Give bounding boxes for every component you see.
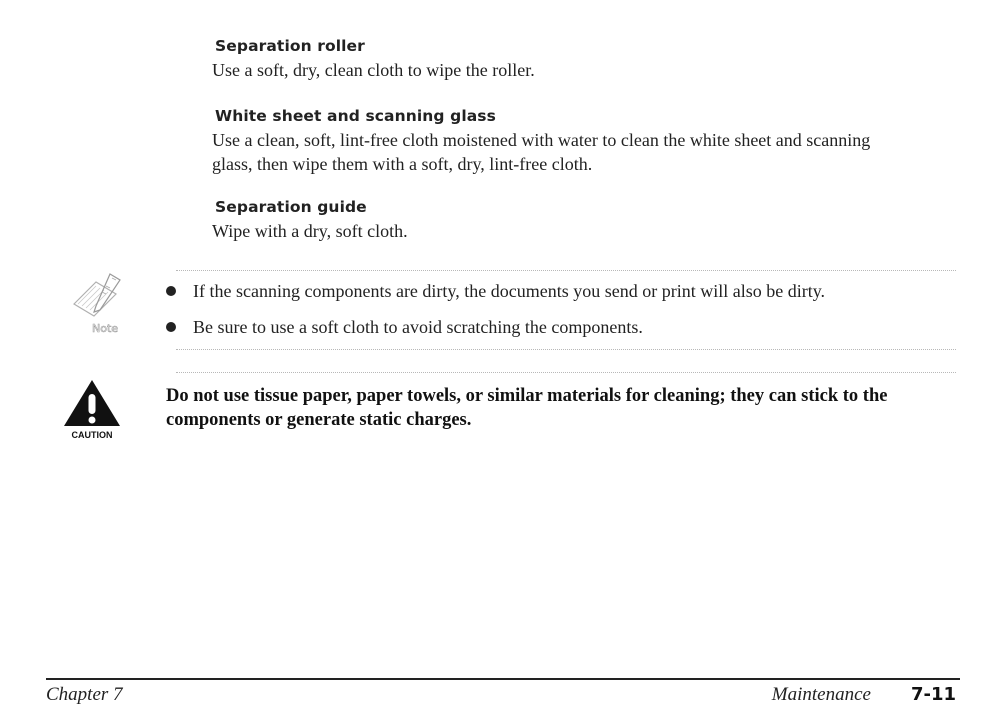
footer-chapter-name: Maintenance: [771, 684, 871, 705]
footer-divider: [46, 678, 960, 680]
section-text: Use a soft, dry, clean cloth to wipe the roller.: [212, 60, 535, 80]
caution-icon-label: CAUTION: [71, 430, 113, 440]
caution-text: Do not use tissue paper, paper towels, or similar materials for cleaning; they can stick to the components or generate static charges.: [166, 386, 888, 430]
caution-warning-icon: [60, 378, 124, 442]
section-heading: Separation roller: [215, 37, 365, 55]
note-item-text: Be sure to use a soft cloth to avoid scratching the components.: [193, 317, 643, 337]
note-list: [166, 279, 966, 351]
section-heading: Separation guide: [215, 198, 367, 216]
section-separation-guide: [212, 197, 972, 243]
section-heading: White sheet and scanning glass: [215, 107, 496, 125]
note-top-divider: [176, 270, 956, 271]
note-bottom-divider: [176, 349, 956, 350]
footer-right: [772, 684, 956, 706]
list-item: [166, 279, 966, 303]
page-number: 7-11: [910, 684, 956, 705]
bullet-icon: [166, 322, 176, 332]
caution-top-divider: [176, 372, 956, 373]
section-text: Use a clean, soft, lint-free cloth moistened with water to clean the white sheet and scanning glass, then wipe them with a soft, dry, lint-free cloth.: [212, 130, 871, 174]
note-icon-label: Note: [92, 322, 119, 335]
section-white-sheet-scanning-glass: [212, 106, 972, 176]
section-separation-roller: [212, 36, 972, 82]
list-item: [166, 315, 966, 339]
note-pencil-icon: [66, 270, 146, 336]
section-text: Wipe with a dry, soft cloth.: [212, 221, 408, 241]
note-item-text: If the scanning components are dirty, the documents you send or print will also be dirty.: [193, 281, 826, 301]
footer-chapter: Chapter 7: [46, 684, 123, 705]
bullet-icon: [166, 286, 176, 296]
